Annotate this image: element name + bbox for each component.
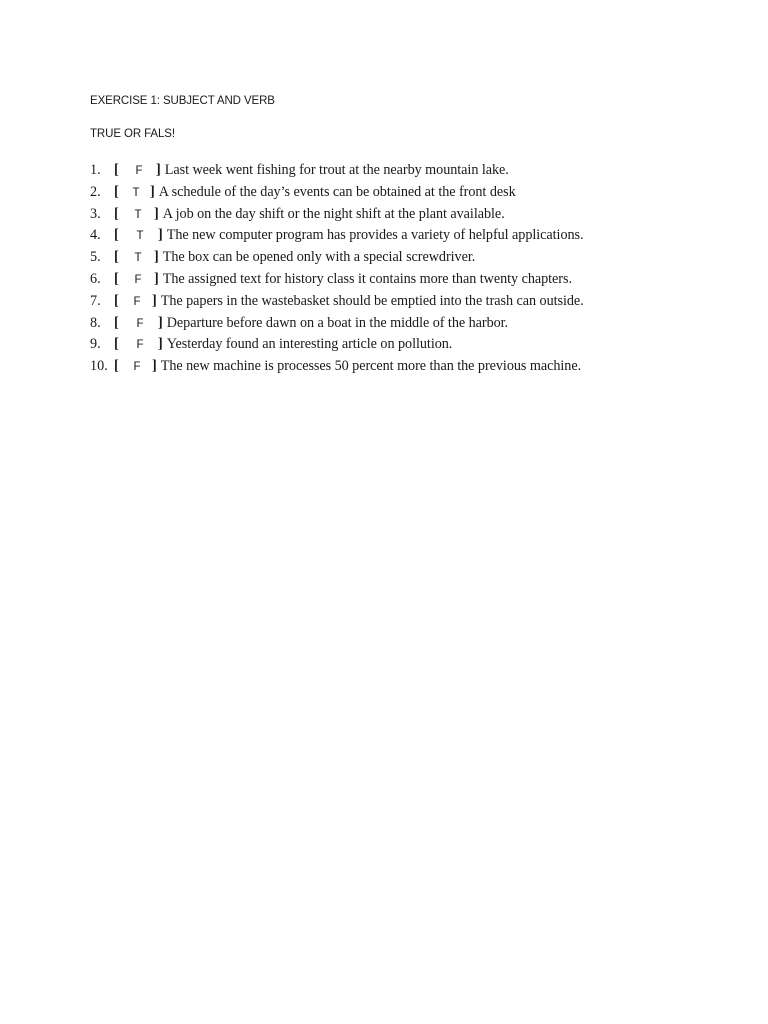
close-bracket: ] — [154, 270, 159, 287]
item-number: 3. — [90, 205, 101, 222]
list-item — [90, 291, 584, 313]
exercise-title: EXERCISE 1: SUBJECT AND VERB — [90, 95, 275, 107]
exercise-instruction: TRUE OR FALS! — [90, 128, 175, 140]
answer-mark: F — [133, 361, 141, 374]
open-bracket: [ — [114, 358, 119, 375]
list-item — [90, 356, 584, 378]
item-number: 4. — [90, 227, 101, 244]
answer-mark: T — [134, 208, 142, 221]
close-bracket: ] — [156, 162, 161, 178]
close-bracket: ] — [158, 336, 163, 353]
close-bracket: ] — [150, 183, 155, 200]
open-bracket: [ — [114, 270, 119, 287]
list-item — [90, 160, 584, 182]
statement-text: Departure before dawn on a boat in the middle of the harbor. — [166, 314, 509, 331]
statement-text: The papers in the wastebasket should be emptied into the trash can outside. — [160, 292, 584, 309]
open-bracket: [ — [114, 183, 119, 200]
list-item — [90, 269, 584, 291]
open-bracket: [ — [114, 292, 119, 309]
item-number: 5. — [90, 249, 101, 266]
item-number: 10. — [90, 358, 108, 375]
item-number: 6. — [90, 270, 101, 287]
close-bracket: ] — [154, 205, 159, 222]
item-number: 1. — [90, 162, 101, 178]
list-item — [90, 182, 584, 204]
statement-text: The box can be opened only with a special screwdriver. — [162, 249, 476, 266]
statement-text: A job on the day shift or the night shift at the plant available. — [162, 205, 505, 222]
exercise-list — [90, 160, 584, 378]
answer-mark: F — [135, 165, 143, 177]
statement-text: The new computer program has provides a variety of helpful applications. — [166, 227, 584, 244]
answer-mark: F — [134, 273, 142, 286]
open-bracket: [ — [114, 227, 119, 244]
open-bracket: [ — [114, 336, 119, 353]
open-bracket: [ — [114, 249, 119, 266]
list-item — [90, 313, 584, 335]
list-item — [90, 247, 584, 269]
item-number: 2. — [90, 183, 101, 200]
close-bracket: ] — [158, 314, 163, 331]
item-number: 7. — [90, 292, 101, 309]
answer-mark: F — [133, 295, 141, 308]
statement-text: A schedule of the day’s events can be obtained at the front desk — [158, 183, 516, 200]
list-item — [90, 334, 584, 356]
close-bracket: ] — [152, 292, 157, 309]
item-number: 9. — [90, 336, 101, 353]
open-bracket: [ — [114, 162, 119, 178]
close-bracket: ] — [158, 227, 163, 244]
answer-mark: T — [132, 186, 140, 199]
list-item — [90, 204, 584, 226]
statement-text: Yesterday found an interesting article on pollution. — [166, 336, 453, 353]
statement-text: Last week went fishing for trout at the nearby mountain lake. — [164, 162, 509, 178]
answer-mark: F — [136, 317, 144, 330]
list-item — [90, 225, 584, 247]
answer-mark: T — [136, 230, 144, 243]
answer-mark: F — [136, 339, 144, 352]
item-number: 8. — [90, 314, 101, 331]
close-bracket: ] — [152, 358, 157, 375]
open-bracket: [ — [114, 314, 119, 331]
statement-text: The assigned text for history class it contains more than twenty chapters. — [162, 270, 572, 287]
answer-mark: T — [134, 252, 142, 265]
open-bracket: [ — [114, 205, 119, 222]
statement-text: The new machine is processes 50 percent more than the previous machine. — [160, 358, 582, 375]
close-bracket: ] — [154, 249, 159, 266]
